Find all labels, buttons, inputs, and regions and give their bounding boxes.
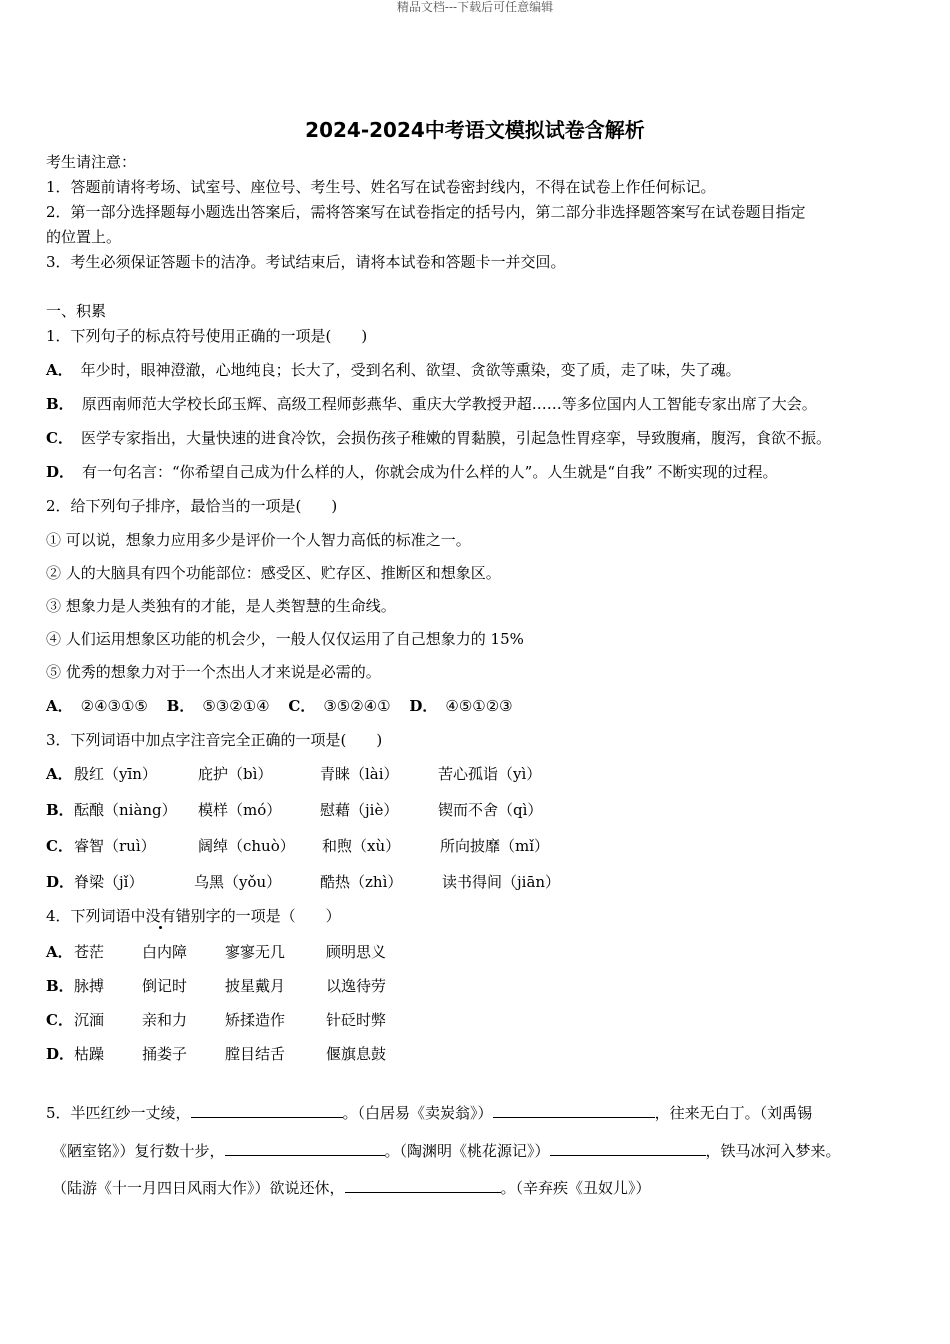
- option-letter: A．: [46, 361, 73, 379]
- question-5-line-2: 《陋室铭》）复行数十步， 。（陶渊明《桃花源记》） ，铁马冰河入梦来。: [52, 1142, 841, 1160]
- term: 脊梁（jǐ）: [74, 873, 144, 891]
- option-letter: B．: [46, 395, 74, 413]
- option-letter: C．: [46, 1011, 73, 1029]
- answer-blank[interactable]: [550, 1141, 706, 1156]
- option-text: 医学专家指出，大量快速的进食冷饮，会损伤孩子稚嫩的胃黏膜，引起急性胃痉挛，导致腹痛，腹泻，食欲不振。: [80, 429, 831, 447]
- term: 以逸待劳: [326, 977, 387, 995]
- term: 膛目结舌: [225, 1045, 286, 1063]
- term: 乌黑（yǒu）: [194, 873, 282, 891]
- term: 针砭时弊: [326, 1011, 387, 1029]
- term: 酷热（zhì）: [320, 873, 403, 891]
- option-letter: B．: [46, 977, 74, 995]
- term: 模样（mó）: [198, 801, 282, 819]
- term: 读书得间（jiān）: [442, 873, 561, 891]
- option-letter: D．: [46, 873, 75, 891]
- term: 倒记时: [142, 977, 188, 995]
- term: 偃旗息鼓: [326, 1045, 387, 1063]
- section-heading: 一、积累: [46, 302, 107, 320]
- term: 捅娄子: [142, 1045, 188, 1063]
- question-2-sentence-3: ③ 想象力是人类独有的才能，是人类智慧的生命线。: [46, 597, 396, 615]
- emphasis-text: 没有: [145, 907, 176, 925]
- option-letter: C．: [46, 429, 73, 447]
- option-text: ⑤③②①④: [202, 697, 270, 715]
- answer-blank[interactable]: [493, 1103, 655, 1118]
- question-2-sentence-4: ④ 人们运用想象区功能的机会少，一般人仅仅运用了自己想象力的 15%: [46, 630, 524, 648]
- question-4-stem: 4．下列词语中没有错别字的一项是（ ）: [46, 907, 341, 925]
- option-letter: A．: [46, 765, 73, 783]
- term: 和煦（xù）: [322, 837, 401, 855]
- term: 披星戴月: [225, 977, 286, 995]
- term: 寥寥无几: [225, 943, 286, 961]
- question-5-line-1: 5．半匹红纱一丈绫， 。（白居易《卖炭翁》） ，往来无白丁。（刘禹锡: [46, 1104, 813, 1122]
- option-text: 原西南师范大学校长邱玉辉、高级工程师彭燕华、重庆大学教授尹超……等多位国内人工智能专家出席了大会。: [81, 395, 817, 413]
- notice-heading: 考生请注意：: [46, 153, 137, 171]
- term: 白内障: [142, 943, 188, 961]
- term: 矫揉造作: [225, 1011, 286, 1029]
- term: 沉湎: [74, 1011, 105, 1029]
- term: 睿智（ruì）: [74, 837, 156, 855]
- option-text: 有一句名言：“你希望自己成为什么样的人，你就会成为什么样的人”。人生就是“自我” 不断实现的过程。: [82, 463, 778, 481]
- question-2-sentence-5: ⑤ 优秀的想象力对于一个杰出人才来说是必需的。: [46, 663, 381, 681]
- term: 酝酿（niàng）: [74, 801, 177, 819]
- term: 阔绰（chuò）: [198, 837, 295, 855]
- term: 庇护（bì）: [198, 765, 273, 783]
- option-text: ②④③①⑤: [80, 697, 148, 715]
- question-1-option-a: [46, 360, 741, 380]
- term: 枯躁: [74, 1045, 105, 1063]
- answer-blank[interactable]: [225, 1141, 385, 1156]
- option-letter: B．: [46, 801, 74, 819]
- option-letter: A．: [46, 943, 73, 961]
- option-letter: C．: [46, 837, 73, 855]
- question-2-sentence-1: ① 可以说，想象力应用多少是评价一个人智力高低的标准之一。: [46, 531, 471, 549]
- term: 亲和力: [142, 1011, 188, 1029]
- option-text: 年少时，眼神澄澈，心地纯良；长大了，受到名利、欲望、贪欲等熏染，变了质，走了味，失了魂。: [80, 361, 741, 379]
- notice-item-1: 1．答题前请将考场、试室号、座位号、考生号、姓名写在试卷密封线内，不得在试卷上作任何标记。: [46, 178, 716, 196]
- term: 脉搏: [74, 977, 105, 995]
- option-letter: B．: [166, 697, 195, 715]
- term: 所向披靡（mǐ）: [440, 837, 550, 855]
- option-letter: D．: [46, 463, 75, 481]
- term: 锲而不舍（qì）: [438, 801, 543, 819]
- document-title: 2024-2024中考语文模拟试卷含解析: [305, 118, 645, 142]
- question-1-option-b: [46, 394, 817, 414]
- question-2-stem: 2．给下列句子排序，最恰当的一项是( ): [46, 497, 338, 515]
- option-letter: D．: [409, 697, 438, 715]
- question-1-stem: 1．下列句子的标点符号使用正确的一项是( ): [46, 327, 368, 345]
- question-1-option-d: [46, 462, 777, 482]
- answer-blank[interactable]: [345, 1178, 501, 1193]
- option-letter: A．: [46, 697, 73, 715]
- question-3-stem: 3．下列词语中加点字注音完全正确的一项是( ): [46, 731, 383, 749]
- term: 苦心孤诣（yì）: [438, 765, 542, 783]
- notice-item-3: 3．考生必须保证答题卡的洁净。考试结束后，请将本试卷和答题卡一并交回。: [46, 253, 566, 271]
- page-header: 精品文档---下载后可任意编辑: [396, 0, 554, 14]
- question-2-sentence-2: ② 人的大脑具有四个功能部位：感受区、贮存区、推断区和想象区。: [46, 564, 501, 582]
- notice-item-2-cont: 的位置上。: [46, 228, 122, 246]
- option-letter: C．: [288, 697, 316, 715]
- term: 青睐（lài）: [320, 765, 399, 783]
- question-5-line-3: （陆游《十一月四日风雨大作》）欲说还休， 。（辛弃疾《丑奴儿》）: [52, 1179, 651, 1197]
- term: 苍茫: [74, 943, 105, 961]
- term: 顾明思义: [326, 943, 387, 961]
- option-text: ③⑤②④①: [323, 697, 391, 715]
- term: 殷红（yīn）: [74, 765, 157, 783]
- question-1-option-c: [46, 428, 831, 448]
- notice-item-2: 2．第一部分选择题每小题选出答案后，需将答案写在试卷指定的括号内，第二部分非选择题答案写在试卷题目指定: [46, 203, 806, 221]
- option-letter: D．: [46, 1045, 75, 1063]
- question-2-options: [46, 696, 513, 716]
- option-text: ④⑤①②③: [445, 697, 513, 715]
- term: 慰藉（jiè）: [320, 801, 399, 819]
- answer-blank[interactable]: [191, 1103, 343, 1118]
